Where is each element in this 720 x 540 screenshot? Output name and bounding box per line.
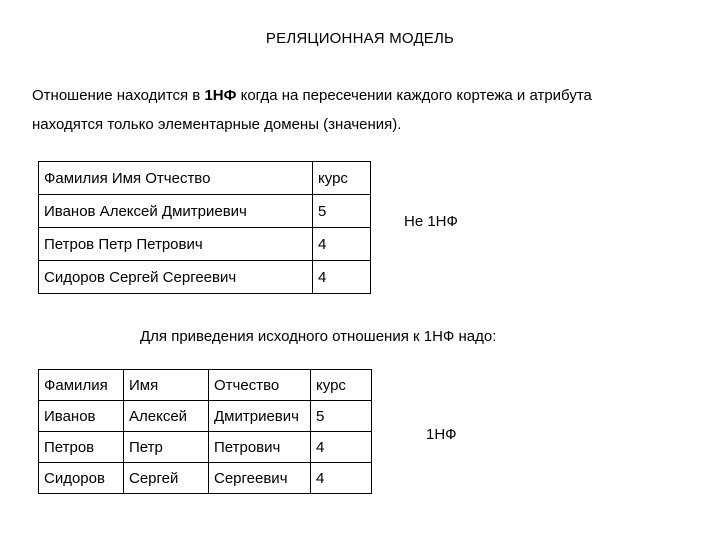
table-cell: Дмитриевич (209, 401, 311, 432)
table-cell: Алексей (124, 401, 209, 432)
table-cell: Сергей (124, 463, 209, 494)
non-1nf-note: Не 1НФ (404, 213, 458, 230)
table-cell: Иванов (39, 401, 124, 432)
table-cell: Фамилия Имя Отчество (39, 162, 313, 195)
table-header-row (39, 370, 372, 401)
definition-text-start: Отношение находится в (32, 87, 205, 104)
table-header-row (39, 162, 371, 195)
table-cell: Сергеевич (209, 463, 311, 494)
table-cell: Петр (124, 432, 209, 463)
1nf-note: 1НФ (426, 426, 457, 443)
table-cell: Отчество (209, 370, 311, 401)
table-row (39, 432, 372, 463)
table-cell: Фамилия (39, 370, 124, 401)
table-cell: 4 (313, 261, 371, 294)
table-cell: Имя (124, 370, 209, 401)
table-cell: Петров (39, 432, 124, 463)
definition-line-2: находятся только элементарные домены (значения). (32, 116, 402, 133)
non-1nf-table (38, 161, 371, 294)
definition-text-end: когда на пересечении каждого кортежа и атрибута (236, 87, 592, 104)
table-cell: Иванов Алексей Дмитриевич (39, 195, 313, 228)
table-row (39, 228, 371, 261)
table-row (39, 261, 371, 294)
table-cell: 4 (311, 432, 372, 463)
table-row (39, 195, 371, 228)
table-cell: Сидоров (39, 463, 124, 494)
table-cell: курс (313, 162, 371, 195)
table-cell: Петров Петр Петрович (39, 228, 313, 261)
table-cell: 4 (311, 463, 372, 494)
table-cell: 4 (313, 228, 371, 261)
conversion-caption: Для приведения исходного отношения к 1НФ надо: (140, 328, 497, 345)
table-cell: курс (311, 370, 372, 401)
1nf-table (38, 369, 372, 494)
table-row (39, 401, 372, 432)
table-cell: 5 (311, 401, 372, 432)
table-cell: Петрович (209, 432, 311, 463)
definition-bold-term: 1НФ (204, 87, 237, 104)
table-row (39, 463, 372, 494)
table-cell: 5 (313, 195, 371, 228)
table-cell: Сидоров Сергей Сергеевич (39, 261, 313, 294)
page-title: РЕЛЯЦИОННАЯ МОДЕЛЬ (265, 30, 455, 47)
definition-line-1 (32, 87, 592, 104)
